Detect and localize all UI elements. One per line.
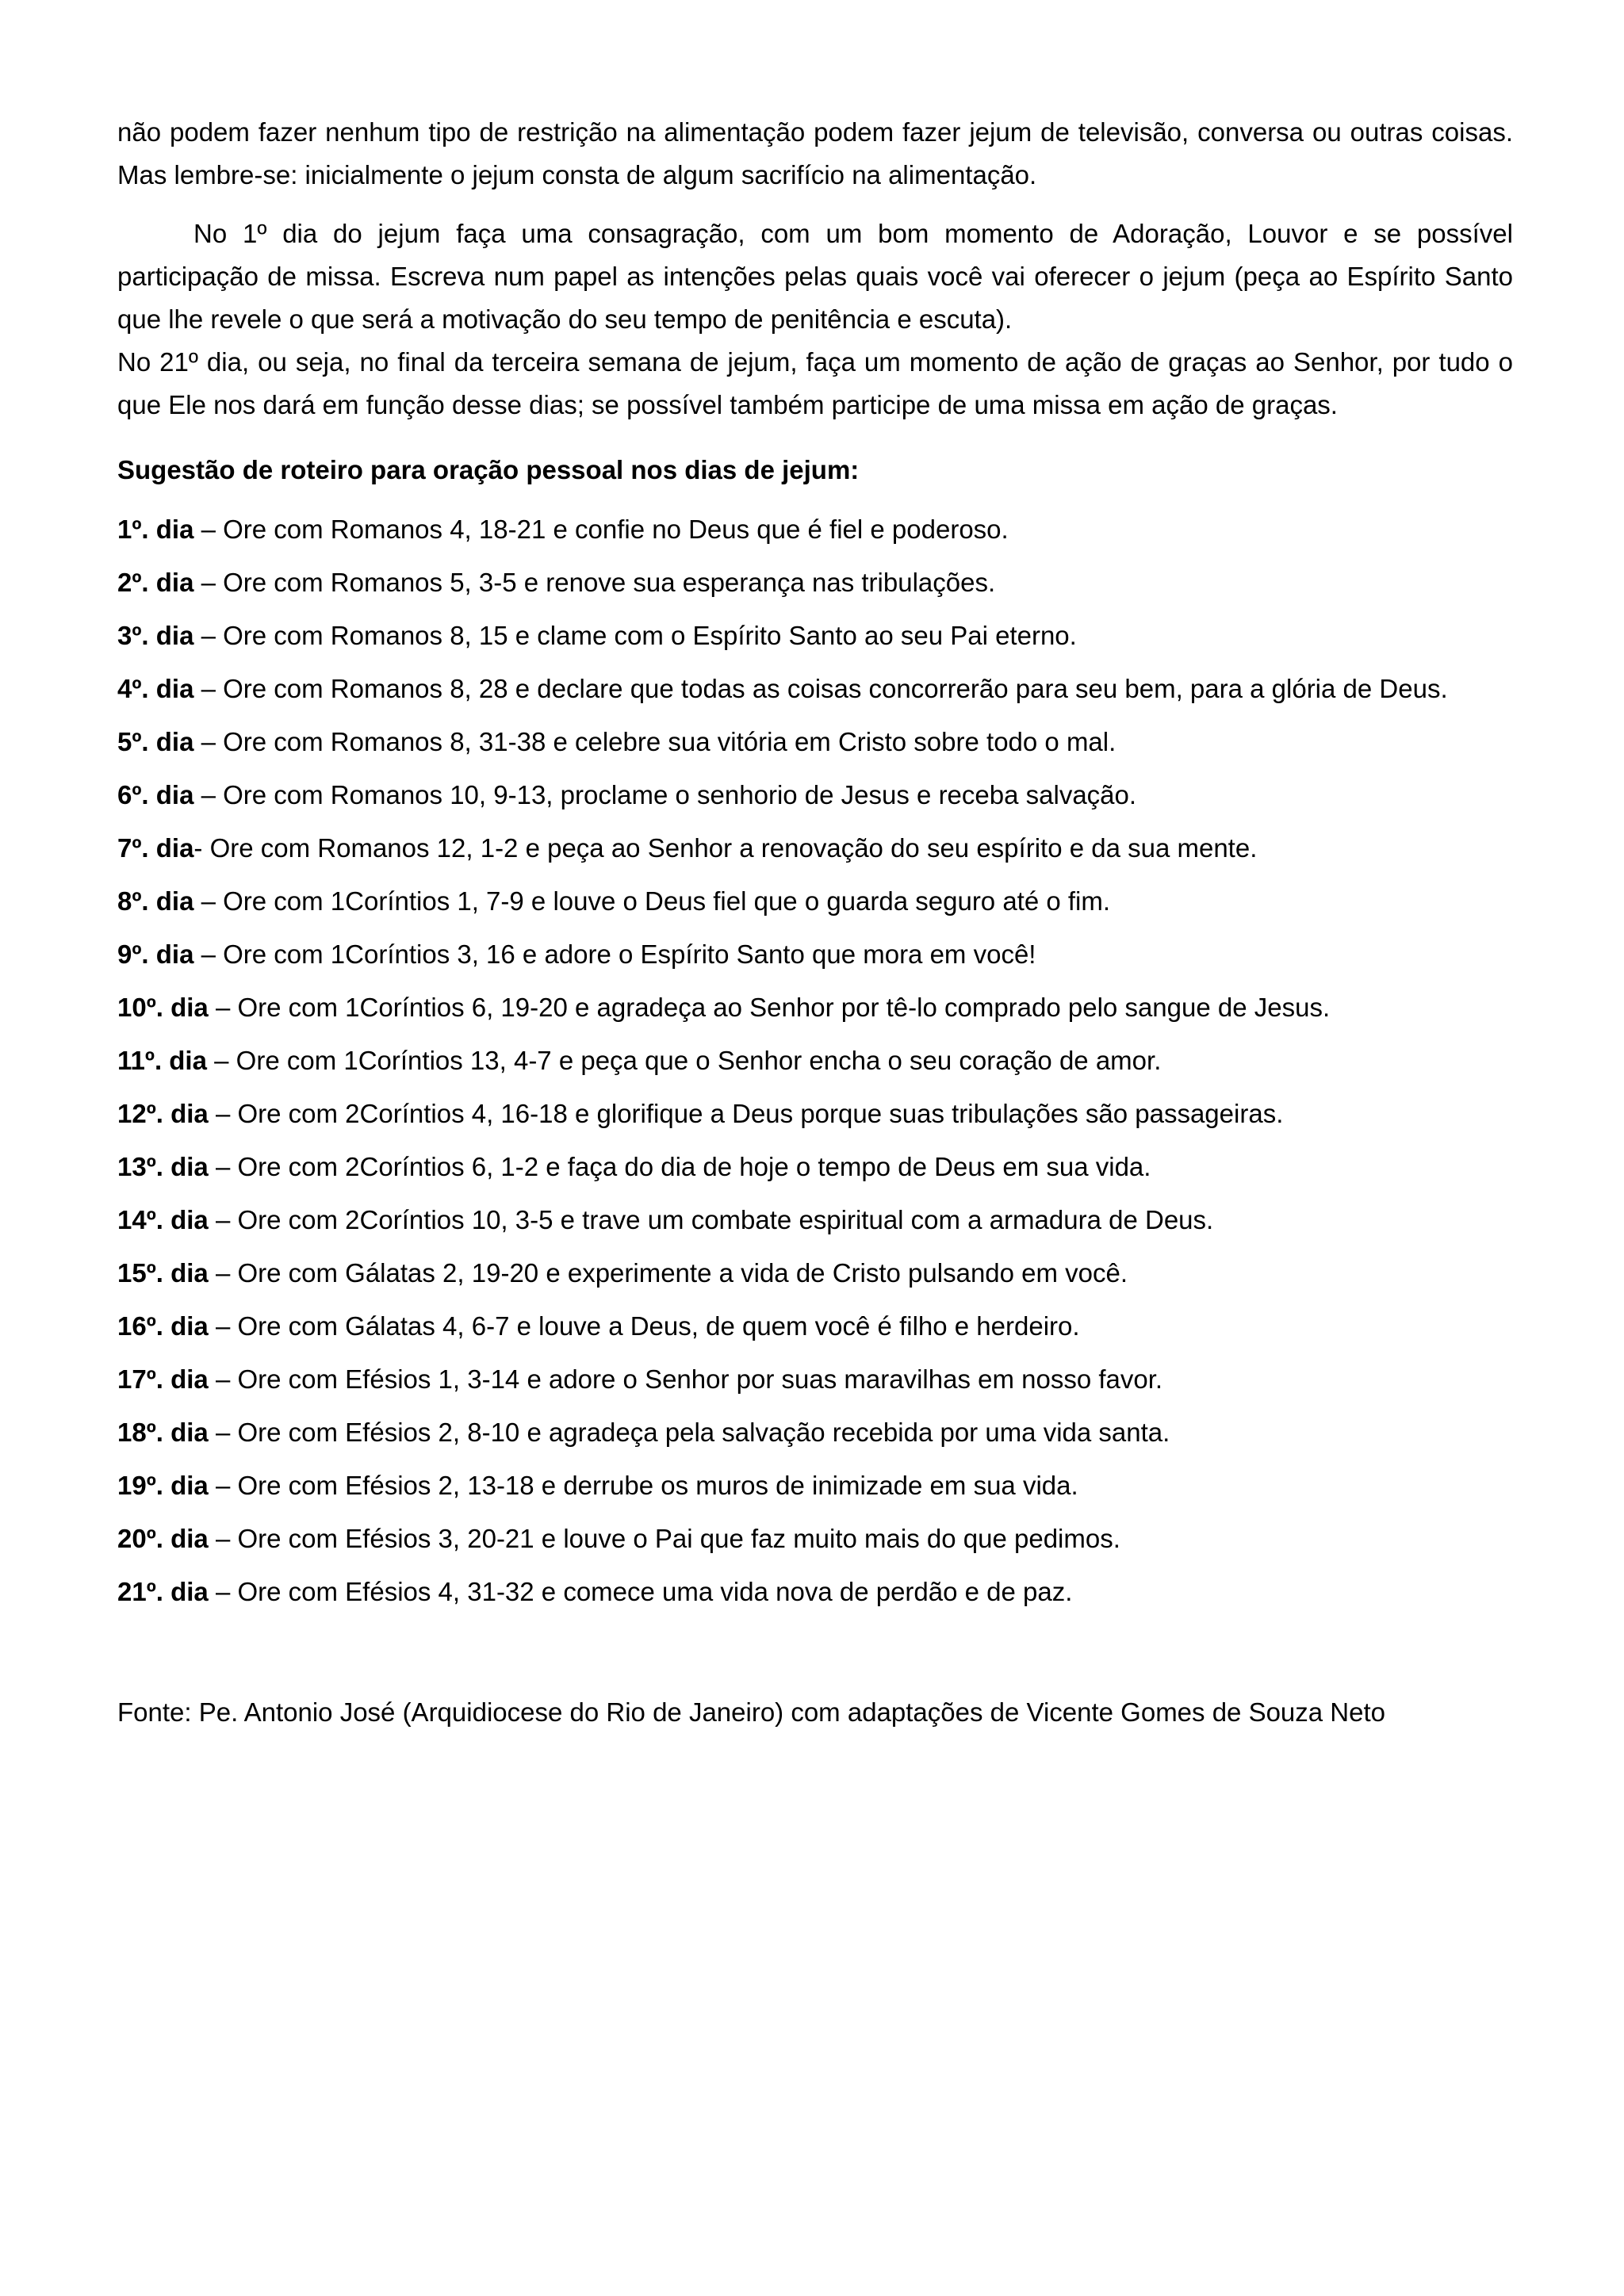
day-list bbox=[117, 503, 1513, 1618]
day-text: – Ore com Efésios 1, 3-14 e adore o Senhor por suas maravilhas em nosso favor. bbox=[208, 1364, 1163, 1394]
day-text: – Ore com Romanos 5, 3-5 e renove sua esperança nas tribulações. bbox=[193, 568, 996, 597]
day-label: 9º. dia bbox=[117, 939, 194, 969]
day-item bbox=[117, 928, 1513, 981]
day-label: 10º. dia bbox=[117, 993, 209, 1022]
day-label: 16º. dia bbox=[117, 1311, 209, 1341]
intro-paragraph: não podem fazer nenhum tipo de restrição na alimentação podem fazer jejum de televisão, conversa ou outras coisas. Mas lembre-se: inicialmente o jejum consta de algum sacrifício na alimentação. bbox=[117, 117, 1513, 189]
day-item bbox=[117, 662, 1513, 715]
day-item bbox=[117, 1406, 1513, 1459]
day-label: 17º. dia bbox=[117, 1364, 209, 1394]
day-text: – Ore com Gálatas 4, 6-7 e louve a Deus, de quem você é filho e herdeiro. bbox=[208, 1311, 1080, 1341]
day-label: 19º. dia bbox=[117, 1471, 209, 1500]
source-note: Fonte: Pe. Antonio José (Arquidiocese do Rio de Janeiro) com adaptações de Vicente Gomes de Souza Neto bbox=[117, 1697, 1386, 1727]
day-text: – Ore com Romanos 8, 28 e declare que todas as coisas concorrerão para seu bem, para a glória de Deus. bbox=[193, 674, 1448, 703]
section-heading: Sugestão de roteiro para oração pessoal nos dias de jejum: bbox=[117, 455, 860, 484]
day-text: – Ore com 2Coríntios 4, 16-18 e glorifique a Deus porque suas tribulações são passageiras. bbox=[208, 1099, 1284, 1128]
consagracao-first-part: No 1º dia do jejum faça uma consagração, com um bom momento de Adoração, Louvor e se possível participação de missa. Escreva num papel as intenções pelas quais você vai oferecer o jejum (peça ao Espírito Santo que lhe revele o que será a motivação do seu tempo de penitência e escuta). bbox=[117, 219, 1513, 334]
day-text: – Ore com Efésios 2, 8-10 e agradeça pela salvação recebida por uma vida santa. bbox=[208, 1418, 1170, 1447]
day-item bbox=[117, 1353, 1513, 1406]
day-text: – Ore com Romanos 10, 9-13, proclame o senhorio de Jesus e receba salvação. bbox=[193, 780, 1137, 809]
day-label: 4º. dia bbox=[117, 674, 194, 703]
day-item bbox=[117, 609, 1513, 662]
day-text: – Ore com Efésios 2, 13-18 e derrube os muros de inimizade em sua vida. bbox=[208, 1471, 1078, 1500]
day-text: – Ore com Efésios 4, 31-32 e comece uma vida nova de perdão e de paz. bbox=[208, 1577, 1073, 1606]
day-label: 11º. dia bbox=[117, 1046, 207, 1075]
day-item bbox=[117, 1299, 1513, 1353]
day-item bbox=[117, 1512, 1513, 1565]
document-page bbox=[117, 111, 1513, 1734]
day-item bbox=[117, 768, 1513, 821]
day-text: – Ore com Romanos 8, 31-38 e celebre sua vitória em Cristo sobre todo o mal. bbox=[193, 727, 1116, 756]
day-text: – Ore com 1Coríntios 6, 19-20 e agradeça ao Senhor por tê-lo comprado pelo sangue de Jesus. bbox=[208, 993, 1331, 1022]
day-text: – Ore com Romanos 4, 18-21 e confie no Deus que é fiel e poderoso. bbox=[193, 515, 1009, 544]
day-label: 13º. dia bbox=[117, 1152, 209, 1181]
day-label: 7º. dia bbox=[117, 833, 194, 863]
day-label: 1º. dia bbox=[117, 515, 194, 544]
day-text: – Ore com 1Coríntios 1, 7-9 e louve o Deus fiel que o guarda seguro até o fim. bbox=[193, 886, 1111, 916]
day-text: – Ore com Romanos 8, 15 e clame com o Espírito Santo ao seu Pai eterno. bbox=[193, 621, 1077, 650]
day-item bbox=[117, 1565, 1513, 1618]
day-label: 2º. dia bbox=[117, 568, 194, 597]
day-label: 14º. dia bbox=[117, 1205, 209, 1234]
day-item bbox=[117, 1193, 1513, 1246]
day-label: 20º. dia bbox=[117, 1524, 209, 1553]
consagracao-paragraph bbox=[117, 212, 1513, 427]
day-item bbox=[117, 556, 1513, 609]
day-item bbox=[117, 1246, 1513, 1299]
day-item bbox=[117, 1140, 1513, 1193]
day-label: 3º. dia bbox=[117, 621, 194, 650]
day-item bbox=[117, 874, 1513, 928]
day-text: – Ore com Efésios 3, 20-21 e louve o Pai que faz muito mais do que pedimos. bbox=[208, 1524, 1120, 1553]
day-text: – Ore com 2Coríntios 6, 1-2 e faça do dia de hoje o tempo de Deus em sua vida. bbox=[208, 1152, 1151, 1181]
day-item bbox=[117, 1034, 1513, 1087]
day-text: – Ore com 1Coríntios 13, 4-7 e peça que o Senhor encha o seu coração de amor. bbox=[206, 1046, 1162, 1075]
day-label: 12º. dia bbox=[117, 1099, 209, 1128]
day-item bbox=[117, 981, 1513, 1034]
day-label: 15º. dia bbox=[117, 1258, 209, 1288]
day-text: - Ore com Romanos 12, 1-2 e peça ao Senhor a renovação do seu espírito e da sua mente. bbox=[193, 833, 1258, 863]
day-item bbox=[117, 715, 1513, 768]
day-text: – Ore com 1Coríntios 3, 16 e adore o Espírito Santo que mora em você! bbox=[193, 939, 1036, 969]
day-label: 5º. dia bbox=[117, 727, 194, 756]
day-item bbox=[117, 1459, 1513, 1512]
day-text: – Ore com Gálatas 2, 19-20 e experimente a vida de Cristo pulsando em você. bbox=[208, 1258, 1128, 1288]
day-item bbox=[117, 1087, 1513, 1140]
day-label: 21º. dia bbox=[117, 1577, 209, 1606]
consagracao-second-part: No 21º dia, ou seja, no final da terceira semana de jejum, faça um momento de ação de graças ao Senhor, por tudo o que Ele nos dará em função desse dias; se possível também participe de uma missa em ação de graças. bbox=[117, 347, 1513, 419]
day-item bbox=[117, 503, 1513, 556]
day-label: 8º. dia bbox=[117, 886, 194, 916]
day-item bbox=[117, 821, 1513, 874]
day-label: 18º. dia bbox=[117, 1418, 209, 1447]
day-text: – Ore com 2Coríntios 10, 3-5 e trave um combate espiritual com a armadura de Deus. bbox=[208, 1205, 1214, 1234]
day-label: 6º. dia bbox=[117, 780, 194, 809]
